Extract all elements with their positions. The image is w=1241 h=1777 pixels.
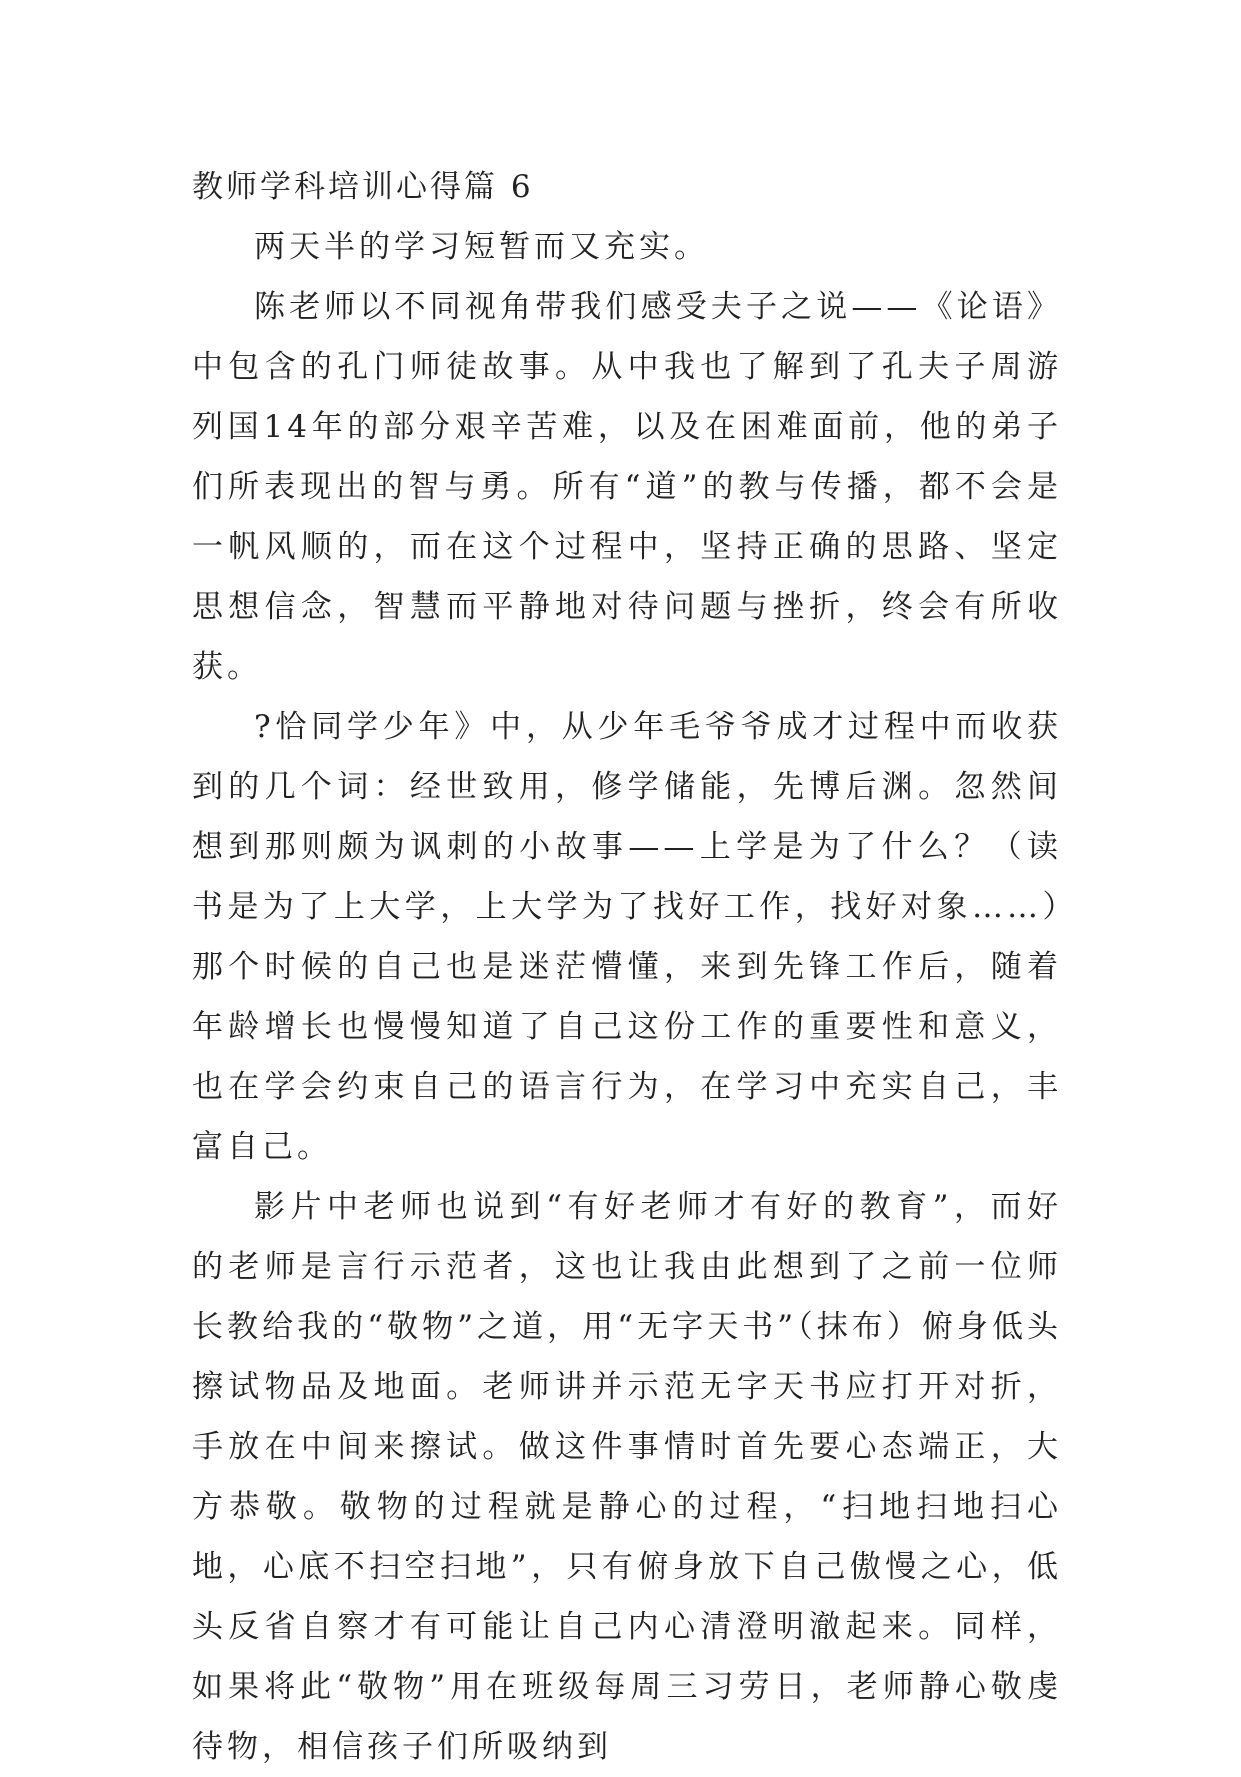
document-title: 教师学科培训心得篇 6	[192, 169, 534, 205]
paragraph-youth: ?恰同学少年》中，从少年毛爷爷成才过程中而收获到的几个词：经世致用，修学储能，先博后渊。忽然间想到那则颇为讽刺的小故事——上学是为了什么？（读书是为了上大学，上大学为了找好工作，找好对象……）那个时候的自己也是迷茫懵懂，来到先锋工作后，随着年龄增长也慢慢知道了自己这份工作的重要性和意义，也在学会约束自己的语言行为，在学习中充实自己，丰富自己。	[192, 709, 1062, 1165]
paragraph-respect: 影片中老师也说到“有好老师才有好的教育”，而好的老师是言行示范者，这也让我由此想到了之前一位师长教给我的“敬物”之道，用“无字天书”（抹布）俯身低头擦试物品及地面。老师讲并示范无字天书应打开对折，手放在中间来擦试。做这件事情时首先要心态端正，大方恭敬。敬物的过程就是静心的过程，“扫地扫地扫心地，心底不扫空扫地”，只有俯身放下自己傲慢之心，低头反省自察才有可能让自己内心清澄明澈起来。同样，如果将此“敬物”用在班级每周三习劳日，老师静心敬虔待物，相信孩子们所吸纳到	[192, 1189, 1062, 1765]
paragraph-analects: 陈老师以不同视角带我们感受夫子之说——《论语》中包含的孔门师徒故事。从中我也了解到了孔夫子周游列国14年的部分艰辛苦难，以及在困难面前，他的弟子们所表现出的智与勇。所有“道”的教与传播，都不会是一帆风顺的，而在这个过程中，坚持正确的思路、坚定思想信念，智慧而平静地对待问题与挫折，终会有所收获。	[192, 289, 1062, 685]
document-body	[192, 157, 1062, 1777]
paragraph-intro: 两天半的学习短暂而又充实。	[254, 229, 709, 265]
